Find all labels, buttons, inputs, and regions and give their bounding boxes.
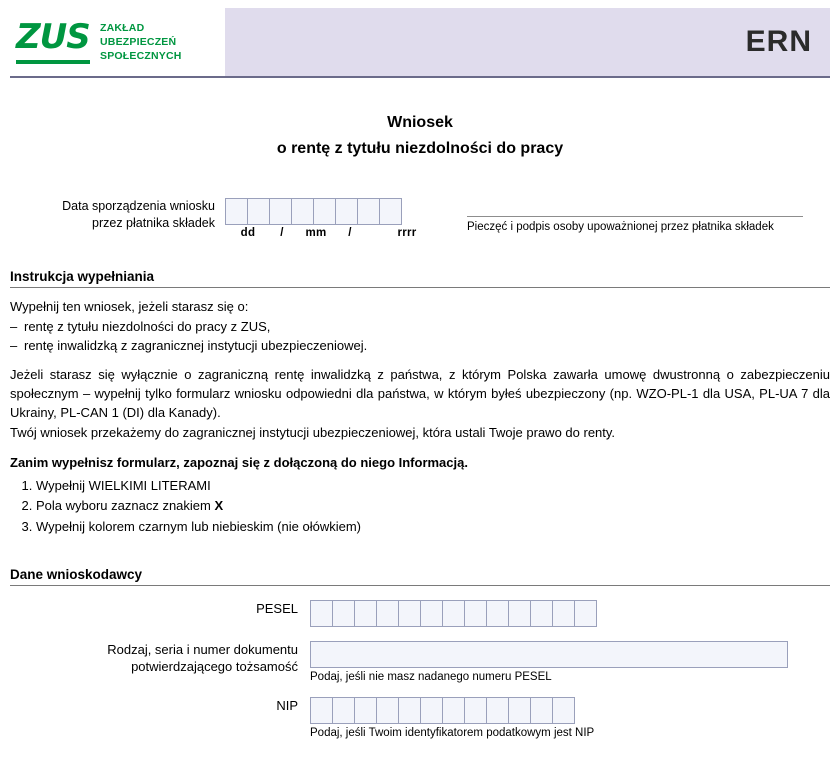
- zus-logo-wordmark: [100, 21, 182, 64]
- pesel-cell[interactable]: [574, 600, 597, 627]
- nip-row: [10, 697, 830, 739]
- title-line-1: Wniosek: [387, 114, 453, 131]
- page-title: [10, 114, 830, 158]
- date-cell[interactable]: [225, 198, 248, 225]
- nip-cell[interactable]: [398, 697, 421, 724]
- identity-document-input[interactable]: [310, 641, 788, 668]
- date-input-group[interactable]: [225, 198, 453, 239]
- nip-cell[interactable]: [530, 697, 553, 724]
- page-header: [10, 8, 830, 76]
- date-legend-sep-1: /: [280, 227, 284, 239]
- date-cell[interactable]: [357, 198, 380, 225]
- pesel-cell[interactable]: [332, 600, 355, 627]
- stamp-signature-caption: Pieczęć i podpis osoby upoważnionej przez płatnika składek: [467, 221, 774, 233]
- instructions-bullet-list: [10, 317, 830, 356]
- pesel-field-area[interactable]: [310, 600, 597, 627]
- date-cell[interactable]: [291, 198, 314, 225]
- instructions-paragraph: Jeżeli starasz się wyłącznie o zagraniczną rentę inwalidzką z państwa, z którym Polska zawarła umowę dwustronną o zabezpieczeniu społecznym – wypełnij tylko formularz wniosku odpowiedni dla państwa, w którym byłeś ubezpieczony (np. WZO-PL-1 dla USA, PL-UA 7 dla Ukrainy, PL-CAN 1 (DI) dla Kanady).: [10, 366, 830, 420]
- nip-cell[interactable]: [310, 697, 333, 724]
- zus-logo-underline: [16, 60, 90, 64]
- nip-cell[interactable]: [486, 697, 509, 724]
- nip-cell[interactable]: [552, 697, 575, 724]
- nip-hint: Podaj, jeśli Twoim identyfikatorem podatkowym jest NIP: [310, 726, 595, 739]
- pesel-input[interactable]: [310, 600, 597, 627]
- nip-cell[interactable]: [332, 697, 355, 724]
- nip-cell[interactable]: [442, 697, 465, 724]
- pesel-cell[interactable]: [420, 600, 443, 627]
- pesel-cell[interactable]: [530, 600, 553, 627]
- zus-word-2: UBEZPIECZEŃ: [100, 35, 177, 48]
- date-label-line-1: Data sporządzenia wniosku: [62, 199, 215, 213]
- pesel-cell[interactable]: [376, 600, 399, 627]
- applicant-heading: Dane wnioskodawcy: [10, 567, 830, 586]
- date-cell[interactable]: [379, 198, 402, 225]
- step-2-text: Pola wyboru zaznacz znakiem X: [36, 498, 224, 514]
- pesel-cell[interactable]: [508, 600, 531, 627]
- identity-document-label: [10, 641, 310, 676]
- instructions-steps: [10, 476, 830, 536]
- step-2-mark: X: [214, 498, 224, 514]
- date-block: [10, 198, 830, 239]
- nip-input[interactable]: [310, 697, 594, 724]
- instructions-heading: Instrukcja wypełniania: [10, 269, 830, 288]
- pesel-cell[interactable]: [464, 600, 487, 627]
- pesel-row: [10, 600, 830, 627]
- list-item: 1. Wypełnij WIELKIMI LITERAMI: [36, 476, 830, 496]
- date-cell[interactable]: [247, 198, 270, 225]
- date-cells[interactable]: [225, 198, 453, 225]
- zus-word-3: SPOŁECZNYCH: [100, 50, 182, 63]
- instructions-bold-note: Zanim wypełnisz formularz, zapoznaj się z dołączoną do niego Informacją.: [10, 455, 468, 471]
- date-legend-sep-2: /: [348, 227, 352, 239]
- form-code: ERN: [745, 25, 812, 58]
- date-legend: [225, 227, 453, 239]
- nip-cell[interactable]: [376, 697, 399, 724]
- nip-cell[interactable]: [354, 697, 377, 724]
- pesel-cell[interactable]: [486, 600, 509, 627]
- list-item: – rentę inwalidzką z zagranicznej instytucji ubezpieczeniowej.: [10, 336, 830, 356]
- title-line-2: o rentę z tytułu niezdolności do pracy: [276, 140, 564, 157]
- nip-field-area[interactable]: [310, 697, 594, 739]
- pesel-cell[interactable]: [310, 600, 333, 627]
- pesel-cell[interactable]: [398, 600, 421, 627]
- date-legend-rrrr: rrrr: [397, 227, 417, 239]
- header-divider: [10, 76, 830, 78]
- list-item: 3. Wypełnij kolorem czarnym lub niebieskim (nie ołówkiem): [36, 517, 830, 537]
- zus-logo-text: ZUS: [16, 17, 90, 57]
- pesel-label: PESEL: [256, 600, 298, 616]
- nip-label: NIP: [276, 697, 298, 713]
- date-label-line-2: przez płatnika składek: [92, 215, 215, 230]
- instructions-intro: Wypełnij ten wniosek, jeżeli starasz się o:: [10, 299, 249, 314]
- pesel-cell[interactable]: [552, 600, 575, 627]
- nip-cell[interactable]: [464, 697, 487, 724]
- date-cell[interactable]: [269, 198, 292, 225]
- zus-logo: [10, 8, 225, 76]
- identity-document-row: [10, 641, 830, 683]
- identity-document-field-area[interactable]: [310, 641, 788, 683]
- identity-document-label-line-2: potwierdzającego tożsamość: [131, 659, 298, 675]
- nip-cell[interactable]: [508, 697, 531, 724]
- stamp-signature-line: [467, 216, 803, 218]
- identity-document-hint: Podaj, jeśli nie masz nadanego numeru PESEL: [310, 670, 552, 683]
- nip-cell[interactable]: [420, 697, 443, 724]
- list-item: – rentę z tytułu niezdolności do pracy z ZUS,: [10, 317, 830, 337]
- header-band: [225, 8, 830, 76]
- date-label: [10, 198, 225, 232]
- zus-word-1: ZAKŁAD: [100, 21, 145, 34]
- stamp-signature-area[interactable]: [467, 216, 803, 233]
- date-cell[interactable]: [313, 198, 336, 225]
- pesel-cell[interactable]: [442, 600, 465, 627]
- date-legend-dd: dd: [240, 227, 256, 239]
- identity-document-label-line-1: Rodzaj, seria i numer dokumentu: [107, 641, 298, 657]
- list-item: [36, 496, 830, 516]
- form-page: [0, 8, 840, 765]
- date-cell[interactable]: [335, 198, 358, 225]
- pesel-cell[interactable]: [354, 600, 377, 627]
- date-legend-mm: mm: [305, 227, 327, 239]
- instructions-paragraph-2: Twój wniosek przekażemy do zagranicznej instytucji ubezpieczeniowej, która ustali Twoje prawo do renty.: [10, 425, 616, 441]
